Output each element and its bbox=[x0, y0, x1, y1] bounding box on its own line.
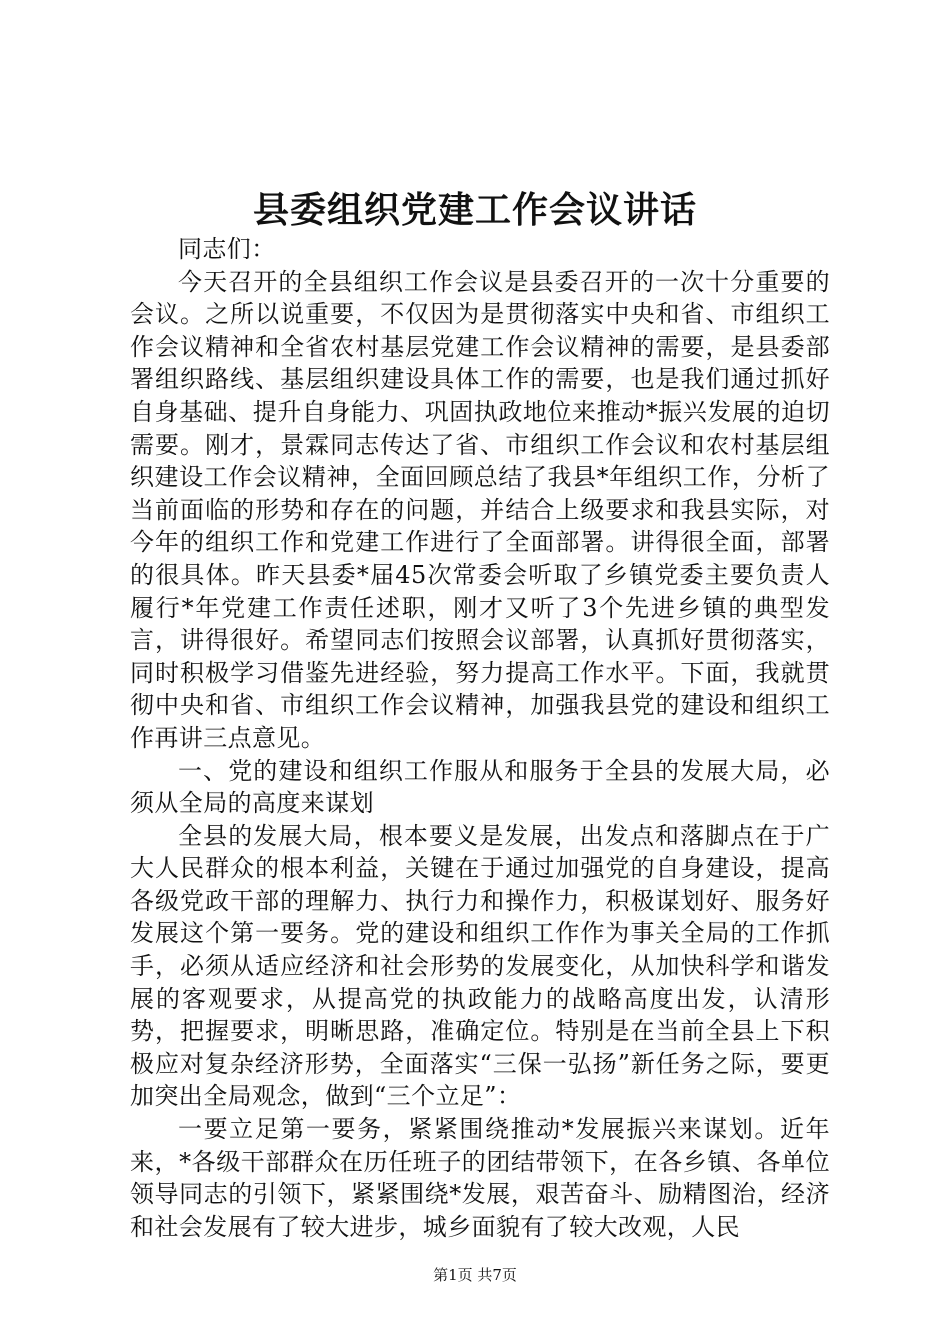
intro-paragraph: 今天召开的全县组织工作会议是县委召开的一次十分重要的会议。之所以说重要，不仅因为是贯彻落实中央和省、市组织工作会议精神和全省农村基层党建工作会议精神的需要，是县委部署组织路线、基层组织建设具体工作的需要，也是我们通过抓好自身基础、提升自身能力、巩固执政地位来推动*振兴发展的迫切需要。刚才，景霖同志传达了省、市组织工作会议和农村基层组织建设工作会议精神，全面回顾总结了我县*年组织工作，分析了当前面临的形势和存在的问题，并结合上级要求和我县实际，对今年的组织工作和党建工作进行了全面部署。讲得很全面，部署的很具体。昨天县委*届45次常委会听取了乡镇党委主要负责人履行*年党建工作责任述职，刚才又听了3个先进乡镇的典型发言，讲得很好。希望同志们按照会议部署，认真抓好贯彻落实，同时积极学习借鉴先进经验，努力提高工作水平。下面，我就贯彻中央和省、市组织工作会议精神，加强我县党的建设和组织工作再讲三点意见。 bbox=[130, 267, 830, 752]
document-title: 县委组织党建工作会议讲话 bbox=[252, 189, 697, 231]
document-body bbox=[130, 233, 830, 1243]
body-paragraph: 全县的发展大局，根本要义是发展，出发点和落脚点在于广大人民群众的根本利益，关键在于通过加强党的自身建设，提高各级党政干部的理解力、执行力和操作力，积极谋划好、服务好发展这个第一要务。党的建设和组织工作作为事关全局的工作抓手，必须从适应经济和社会形势的发展变化，从加快科学和谐发展的客观要求，从提高党的执政能力的战略高度出发，认清形势，把握要求，明晰思路，准确定位。特别是在当前全县上下积极应对复杂经济形势，全面落实“三保一弘扬”新任务之际，要更加突出全局观念，做到“三个立足”： bbox=[130, 821, 830, 1111]
section-heading-1: 一、党的建设和组织工作服从和服务于全县的发展大局，必须从全局的高度来谋划 bbox=[130, 756, 830, 818]
body-paragraph: 一要立足第一要务，紧紧围绕推动*发展振兴来谋划。近年来，*各级干部群众在历任班子的团结带领下，在各乡镇、各单位领导同志的引领下，紧紧围绕*发展，艰苦奋斗、励精图治，经济和社会发展有了较大进步，城乡面貌有了较大改观，人民 bbox=[130, 1115, 830, 1241]
page-footer: 第1页 共7页 bbox=[433, 1266, 517, 1284]
salutation-paragraph: 同志们： bbox=[178, 235, 276, 263]
